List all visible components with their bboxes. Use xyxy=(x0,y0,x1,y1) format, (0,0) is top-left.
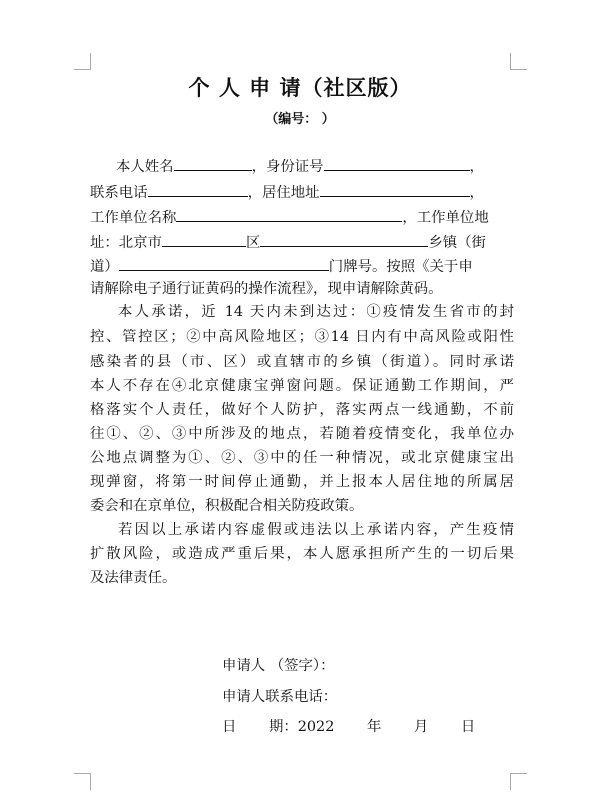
street-field[interactable] xyxy=(119,255,329,271)
commitment-line: 往①、②、③中所涉及的地点，若随着疫情变化，我单位办 xyxy=(90,426,514,442)
address-field[interactable] xyxy=(320,181,470,197)
work-address-label: ，工作单位地 xyxy=(402,210,489,226)
id-label: ，身份证号 xyxy=(251,159,324,175)
document-number: （编号： ） xyxy=(265,112,335,127)
crop-mark-top-right xyxy=(510,53,527,70)
commitment-line: 本人不存在④北京健康宝弹窗问题。保证通勤工作期间，严 xyxy=(90,378,514,394)
form-line-closing: 请解除电子通行证黄码的操作流程》，现申请解除黄码。 xyxy=(90,281,443,297)
commitment-line: 现弹窗，将第一时间停止通勤，并上报本人居住地的所属居 xyxy=(90,474,514,490)
address-label: ，居住地址 xyxy=(247,185,320,201)
date-label: 日 期：2022 年 月 日 xyxy=(222,719,476,735)
document-title: 个 人 申 请（社区版） xyxy=(188,75,412,100)
liability-line: 扩散风险，或造成严重后果，本人愿承担所产生的一切后果 xyxy=(90,546,514,562)
addr-prefix: 址：北京市 xyxy=(90,235,162,251)
applicant-phone-label: 申请人联系电话： xyxy=(222,689,338,705)
commitment-line: 格落实个人责任，做好个人防护，落实两点一线通勤，不前 xyxy=(90,402,514,418)
name-label: 本人姓名 xyxy=(116,159,174,175)
commitment-line: 控、管控区；②中高风险地区；③14 日内有中高风险或阳性 xyxy=(90,329,514,345)
form-line-name: 本人姓名 ，身份证号 ， xyxy=(90,155,514,175)
phone-field[interactable] xyxy=(148,181,248,197)
id-number-field[interactable] xyxy=(324,155,470,171)
form-line-district: 址：北京市 区 乡镇（街 xyxy=(90,231,514,251)
liability-line: 若因以上承诺内容虚假或违法以上承诺内容，产生疫情 xyxy=(118,522,514,538)
phone-label: 联系电话 xyxy=(90,185,148,201)
township-field[interactable] xyxy=(260,231,428,247)
form-line-street: 道） 门牌号。按照《关于申 xyxy=(90,255,514,275)
form-line-work xyxy=(90,206,514,226)
commitment-line: 本人承诺，近 14 天内未到达过：①疫情发生省市的封 xyxy=(118,304,514,320)
name-field[interactable] xyxy=(174,155,252,171)
commitment-line: 委会和在京单位，积极配合相关防疫政策。 xyxy=(90,498,364,514)
liability-line: 及法律责任。 xyxy=(90,570,177,586)
work-unit-label: 工作单位名称 xyxy=(90,210,177,226)
crop-mark-bottom-right xyxy=(510,773,527,790)
work-unit-field[interactable] xyxy=(176,206,402,222)
crop-mark-top-left xyxy=(74,53,91,70)
crop-mark-bottom-left xyxy=(74,773,91,790)
district-field[interactable] xyxy=(162,231,246,247)
applicant-signature-label: 申请人 （签字）： xyxy=(222,658,335,674)
form-line-phone: 联系电话 ，居住地址 ， xyxy=(90,181,514,201)
commitment-line: 公地点调整为①、②、③中的任一种情况，或北京健康宝出 xyxy=(90,450,514,466)
commitment-line: 感染者的县（市、区）或直辖市的乡镇（街道）。同时承诺 xyxy=(90,354,514,370)
